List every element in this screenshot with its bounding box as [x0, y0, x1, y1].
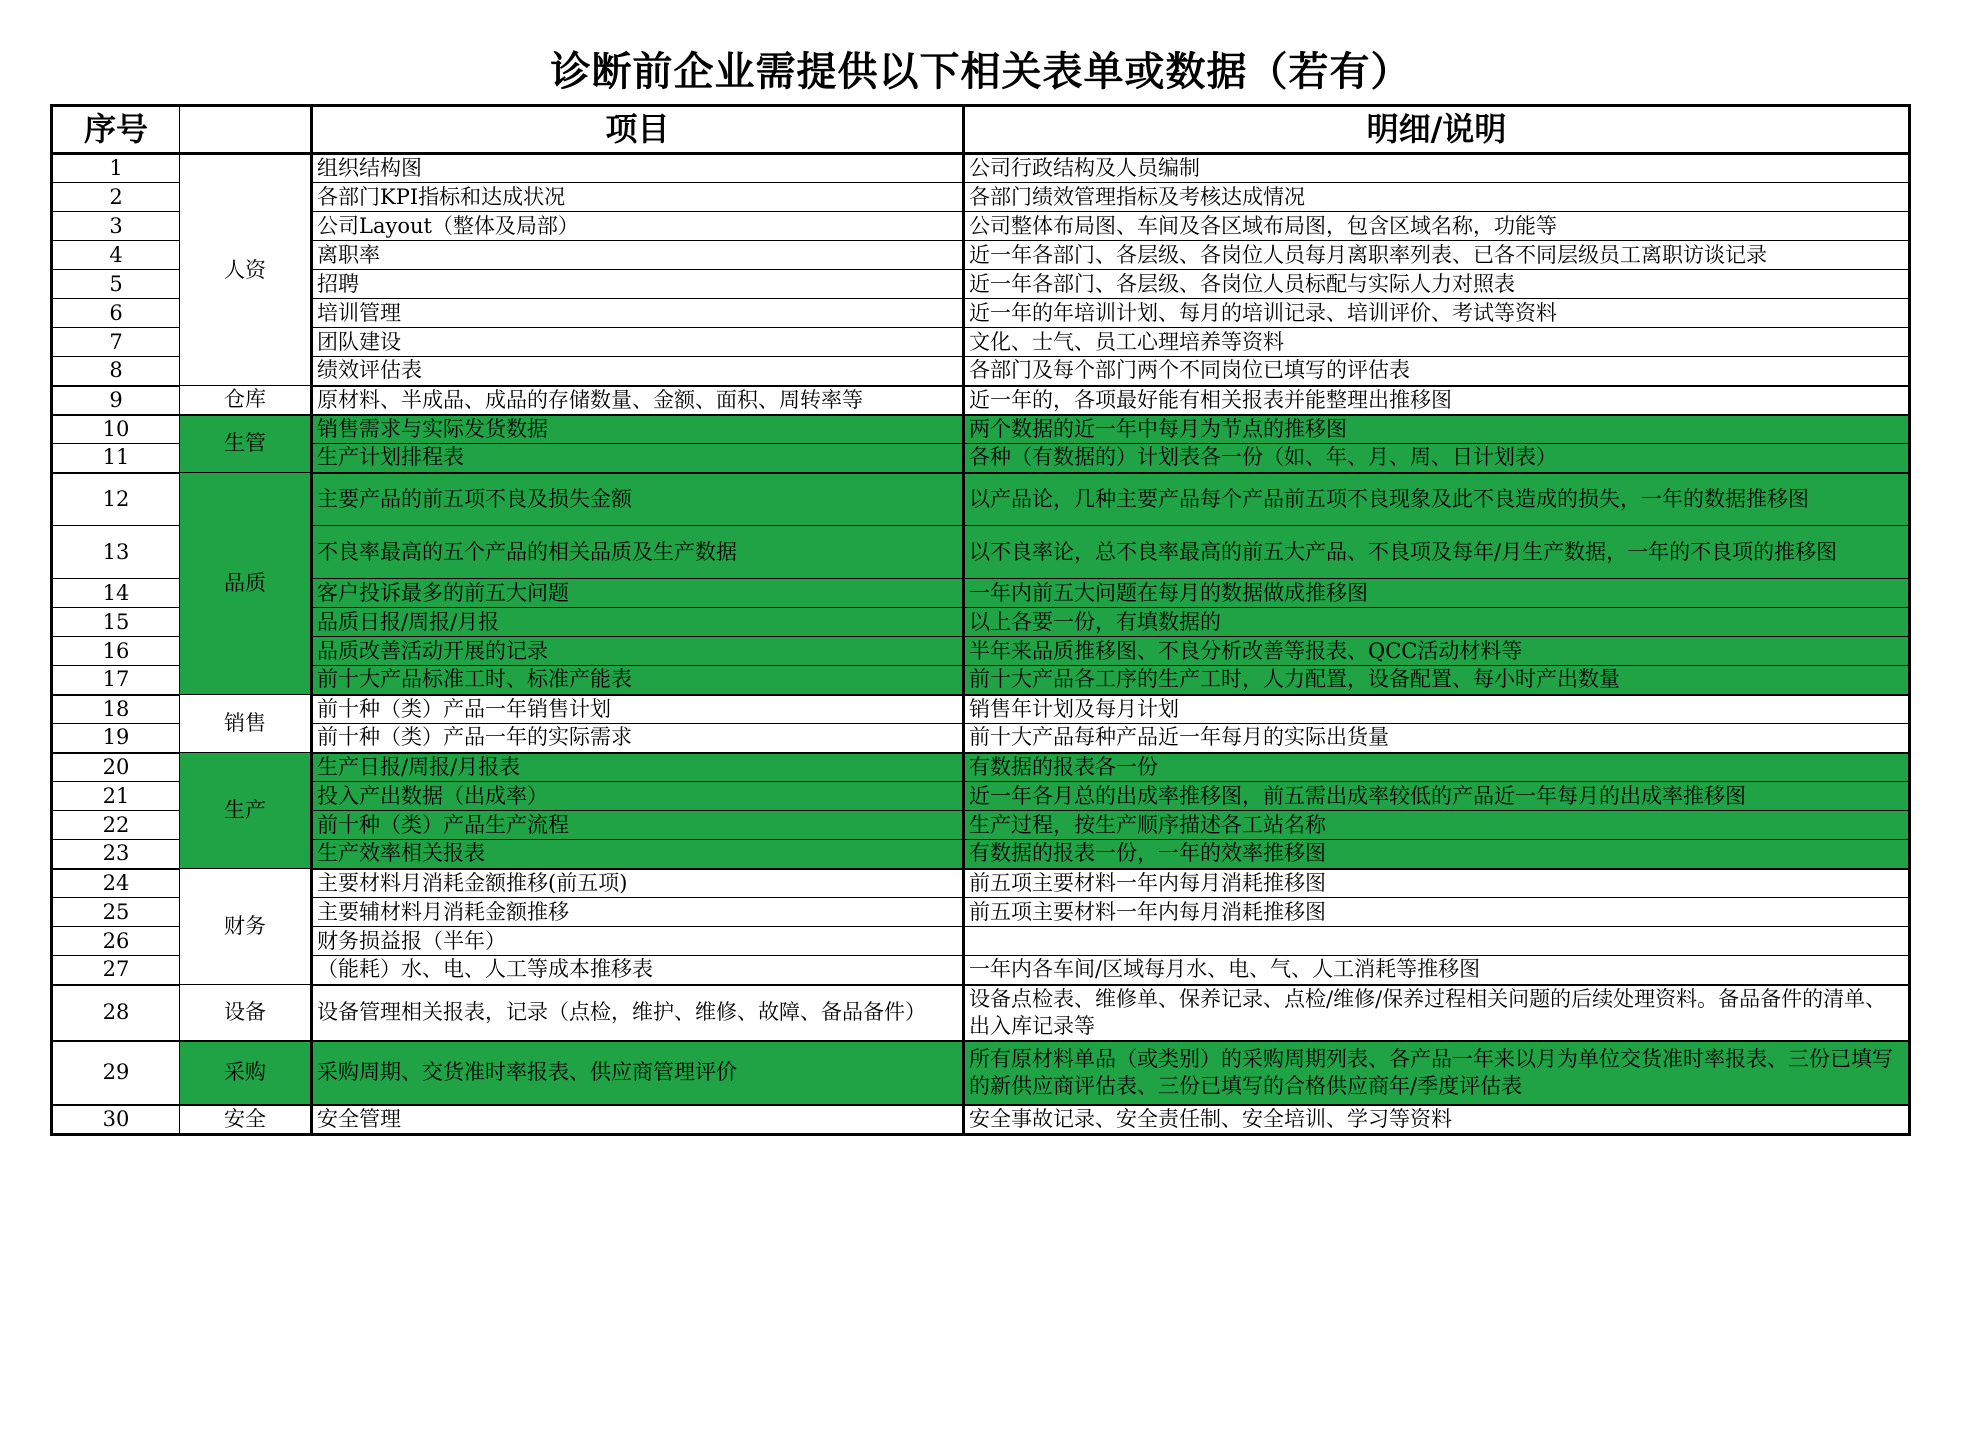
row-number: 28 — [52, 985, 180, 1041]
row-number: 21 — [52, 782, 180, 811]
row-number: 14 — [52, 579, 180, 608]
table-row — [52, 579, 1910, 608]
table-row — [52, 526, 1910, 579]
detail-cell: 前五项主要材料一年内每月消耗推移图 — [964, 898, 1910, 927]
row-number: 18 — [52, 695, 180, 724]
row-number: 8 — [52, 357, 180, 386]
table-row — [52, 1105, 1910, 1135]
item-cell: 品质改善活动开展的记录 — [312, 637, 964, 666]
row-number: 1 — [52, 154, 180, 183]
row-number: 27 — [52, 956, 180, 985]
row-number: 2 — [52, 183, 180, 212]
requirements-table — [50, 104, 1911, 1136]
detail-cell: 销售年计划及每月计划 — [964, 695, 1910, 724]
item-cell: 前十种（类）产品一年的实际需求 — [312, 724, 964, 753]
detail-cell: 各部门及每个部门两个不同岗位已填写的评估表 — [964, 357, 1910, 386]
table-row — [52, 840, 1910, 869]
detail-cell: 以上各要一份，有填数据的 — [964, 608, 1910, 637]
detail-cell: 前五项主要材料一年内每月消耗推移图 — [964, 869, 1910, 898]
item-cell: 主要材料月消耗金额推移(前五项) — [312, 869, 964, 898]
detail-cell: 近一年各部门、各层级、各岗位人员每月离职率列表、已各不同层级员工离职访谈记录 — [964, 241, 1910, 270]
table-row — [52, 724, 1910, 753]
row-number: 26 — [52, 927, 180, 956]
item-cell: 前十种（类）产品生产流程 — [312, 811, 964, 840]
table-row — [52, 898, 1910, 927]
category-cell: 生管 — [180, 415, 312, 473]
item-cell: 设备管理相关报表，记录（点检，维护、维修、故障、备品备件） — [312, 985, 964, 1041]
table-row — [52, 154, 1910, 183]
row-number: 6 — [52, 299, 180, 328]
category-cell: 仓库 — [180, 386, 312, 415]
category-cell: 设备 — [180, 985, 312, 1041]
table-row — [52, 666, 1910, 695]
detail-cell: 设备点检表、维修单、保养记录、点检/维修/保养过程相关问题的后续处理资料。备品备件的清单、出入库记录等 — [964, 985, 1910, 1041]
table-row — [52, 956, 1910, 985]
detail-cell: 以不良率论，总不良率最高的前五大产品、不良项及每年/月生产数据，一年的不良项的推移图 — [964, 526, 1910, 579]
header-row — [52, 106, 1910, 154]
table-row — [52, 357, 1910, 386]
detail-cell: 前十大产品各工序的生产工时，人力配置，设备配置、每小时产出数量 — [964, 666, 1910, 695]
item-cell: 不良率最高的五个产品的相关品质及生产数据 — [312, 526, 964, 579]
detail-cell: 有数据的报表一份，一年的效率推移图 — [964, 840, 1910, 869]
item-cell: 组织结构图 — [312, 154, 964, 183]
table-row — [52, 637, 1910, 666]
table-row — [52, 270, 1910, 299]
item-cell: 前十大产品标准工时、标准产能表 — [312, 666, 964, 695]
row-number: 7 — [52, 328, 180, 357]
detail-cell: 一年内前五大问题在每月的数据做成推移图 — [964, 579, 1910, 608]
item-cell: 财务损益报（半年） — [312, 927, 964, 956]
detail-cell: 文化、士气、员工心理培养等资料 — [964, 328, 1910, 357]
detail-cell — [964, 927, 1910, 956]
item-cell: 生产效率相关报表 — [312, 840, 964, 869]
row-number: 30 — [52, 1105, 180, 1135]
category-cell: 安全 — [180, 1105, 312, 1135]
table-row — [52, 608, 1910, 637]
detail-cell: 各种（有数据的）计划表各一份（如、年、月、周、日计划表） — [964, 444, 1910, 473]
detail-cell: 生产过程，按生产顺序描述各工站名称 — [964, 811, 1910, 840]
detail-cell: 所有原材料单品（或类别）的采购周期列表、各产品一年来以月为单位交货准时率报表、三份已填写的新供应商评估表、三份已填写的合格供应商年/季度评估表 — [964, 1041, 1910, 1105]
table-row — [52, 782, 1910, 811]
item-cell: 培训管理 — [312, 299, 964, 328]
category-cell: 生产 — [180, 753, 312, 869]
detail-cell: 公司行政结构及人员编制 — [964, 154, 1910, 183]
detail-cell: 近一年的，各项最好能有相关报表并能整理出推移图 — [964, 386, 1910, 415]
row-number: 9 — [52, 386, 180, 415]
row-number: 23 — [52, 840, 180, 869]
row-number: 20 — [52, 753, 180, 782]
table-row — [52, 811, 1910, 840]
detail-cell: 安全事故记录、安全责任制、安全培训、学习等资料 — [964, 1105, 1910, 1135]
detail-cell: 一年内各车间/区域每月水、电、气、人工消耗等推移图 — [964, 956, 1910, 985]
row-number: 11 — [52, 444, 180, 473]
item-cell: 离职率 — [312, 241, 964, 270]
row-number: 13 — [52, 526, 180, 579]
table-row — [52, 415, 1910, 444]
item-cell: 生产计划排程表 — [312, 444, 964, 473]
item-cell: 公司Layout（整体及局部） — [312, 212, 964, 241]
item-cell: 团队建设 — [312, 328, 964, 357]
row-number: 5 — [52, 270, 180, 299]
detail-cell: 近一年各月总的出成率推移图，前五需出成率较低的产品近一年每月的出成率推移图 — [964, 782, 1910, 811]
table-row — [52, 927, 1910, 956]
detail-cell: 有数据的报表各一份 — [964, 753, 1910, 782]
table-row — [52, 183, 1910, 212]
table-row — [52, 212, 1910, 241]
table-row — [52, 695, 1910, 724]
detail-cell: 两个数据的近一年中每月为节点的推移图 — [964, 415, 1910, 444]
table-row — [52, 386, 1910, 415]
item-cell: 原材料、半成品、成品的存储数量、金额、面积、周转率等 — [312, 386, 964, 415]
row-number: 15 — [52, 608, 180, 637]
item-cell: 客户投诉最多的前五大问题 — [312, 579, 964, 608]
detail-cell: 前十大产品每种产品近一年每月的实际出货量 — [964, 724, 1910, 753]
row-number: 24 — [52, 869, 180, 898]
row-number: 22 — [52, 811, 180, 840]
row-number: 10 — [52, 415, 180, 444]
header-item: 项目 — [312, 106, 964, 154]
page-title: 诊断前企业需提供以下相关表单或数据（若有） — [550, 49, 1412, 95]
item-cell: 前十种（类）产品一年销售计划 — [312, 695, 964, 724]
detail-cell: 半年来品质推移图、不良分析改善等报表、QCC活动材料等 — [964, 637, 1910, 666]
row-number: 19 — [52, 724, 180, 753]
item-cell: 招聘 — [312, 270, 964, 299]
detail-cell: 近一年各部门、各层级、各岗位人员标配与实际人力对照表 — [964, 270, 1910, 299]
item-cell: 主要产品的前五项不良及损失金额 — [312, 473, 964, 526]
detail-cell: 各部门绩效管理指标及考核达成情况 — [964, 183, 1910, 212]
header-no: 序号 — [52, 106, 180, 154]
item-cell: 品质日报/周报/月报 — [312, 608, 964, 637]
table-row — [52, 328, 1910, 357]
row-number: 4 — [52, 241, 180, 270]
row-number: 3 — [52, 212, 180, 241]
row-number: 29 — [52, 1041, 180, 1105]
table-row — [52, 444, 1910, 473]
item-cell: （能耗）水、电、人工等成本推移表 — [312, 956, 964, 985]
category-cell: 人资 — [180, 154, 312, 386]
category-cell: 销售 — [180, 695, 312, 753]
detail-cell: 近一年的年培训计划、每月的培训记录、培训评价、考试等资料 — [964, 299, 1910, 328]
table-row — [52, 753, 1910, 782]
item-cell: 销售需求与实际发货数据 — [312, 415, 964, 444]
item-cell: 生产日报/周报/月报表 — [312, 753, 964, 782]
category-cell: 采购 — [180, 1041, 312, 1105]
row-number: 16 — [52, 637, 180, 666]
category-cell: 财务 — [180, 869, 312, 985]
table-row — [52, 869, 1910, 898]
row-number: 17 — [52, 666, 180, 695]
item-cell: 绩效评估表 — [312, 357, 964, 386]
item-cell: 安全管理 — [312, 1105, 964, 1135]
header-category — [180, 106, 312, 154]
table-row — [52, 1041, 1910, 1105]
item-cell: 投入产出数据（出成率） — [312, 782, 964, 811]
item-cell: 采购周期、交货准时率报表、供应商管理评价 — [312, 1041, 964, 1105]
table-row — [52, 985, 1910, 1041]
table-row — [52, 241, 1910, 270]
detail-cell: 公司整体布局图、车间及各区域布局图，包含区域名称，功能等 — [964, 212, 1910, 241]
detail-cell: 以产品论，几种主要产品每个产品前五项不良现象及此不良造成的损失，一年的数据推移图 — [964, 473, 1910, 526]
row-number: 12 — [52, 473, 180, 526]
item-cell: 主要辅材料月消耗金额推移 — [312, 898, 964, 927]
table-row — [52, 473, 1910, 526]
header-detail: 明细/说明 — [964, 106, 1910, 154]
row-number: 25 — [52, 898, 180, 927]
item-cell: 各部门KPI指标和达成状况 — [312, 183, 964, 212]
category-cell: 品质 — [180, 473, 312, 695]
table-row — [52, 299, 1910, 328]
